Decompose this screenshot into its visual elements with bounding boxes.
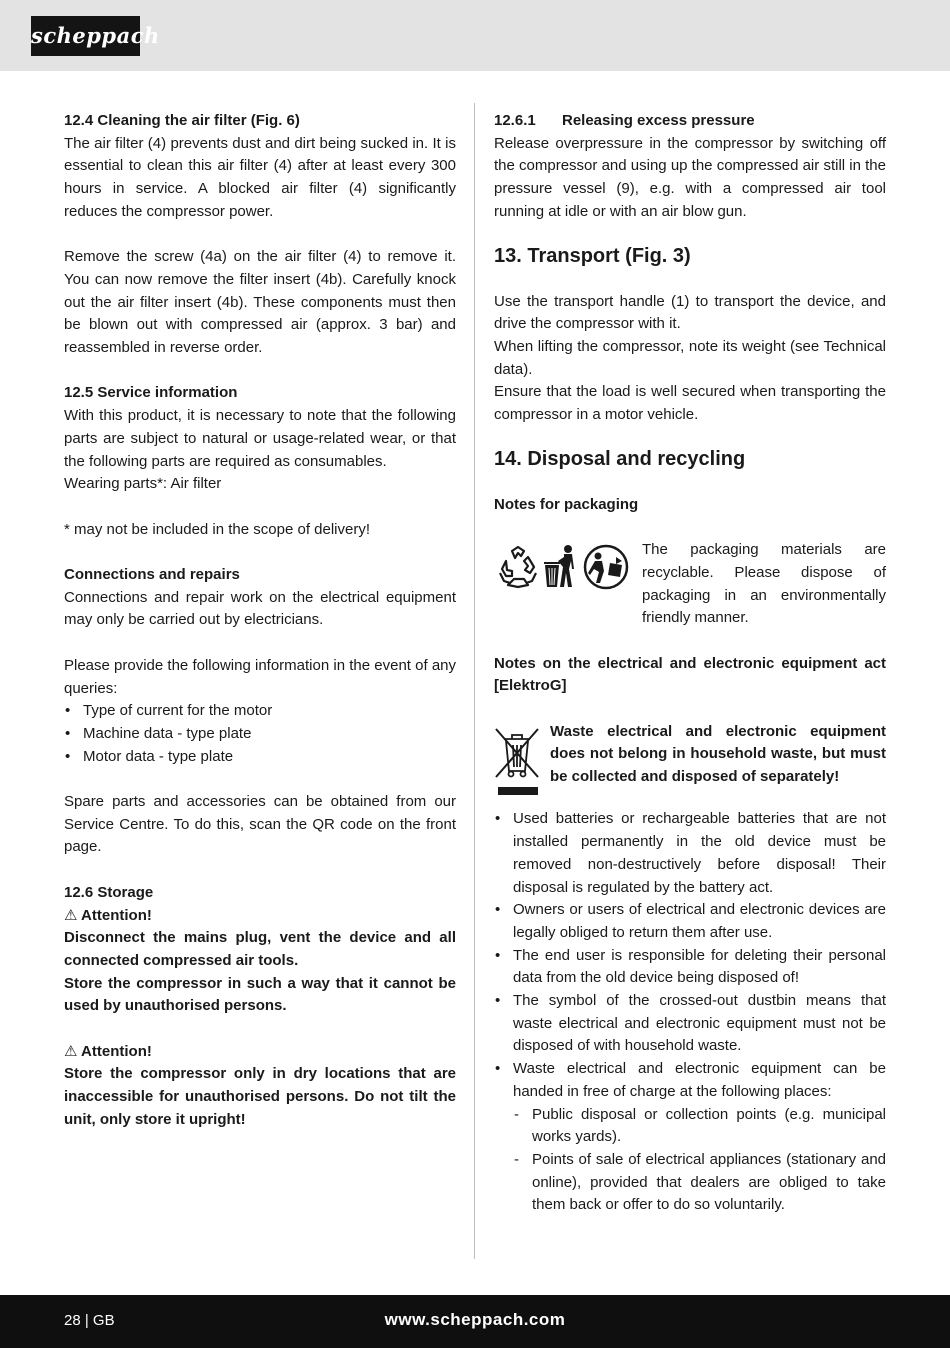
list-item: • The end user is responsible for deleting their personal data from the old device being disposed of! bbox=[494, 945, 886, 990]
right-column bbox=[494, 110, 886, 1217]
list-item: • Type of current for the motor bbox=[64, 700, 456, 723]
storage-warning-1: Disconnect the mains plug, vent the device and all connected compressed air tools. bbox=[64, 929, 456, 969]
recycle-icon bbox=[494, 543, 542, 591]
list-item: • The symbol of the crossed-out dustbin means that waste electrical and electronic equipment must not be disposed of with household waste. bbox=[494, 990, 886, 1058]
section-12-6-title: 12.6 Storage bbox=[64, 883, 154, 901]
tidyman-icon bbox=[542, 543, 582, 591]
list-item: • Owners or users of electrical and electronic devices are legally obliged to return them after use. bbox=[494, 899, 886, 944]
list-item: • Waste electrical and electronic equipment can be handed in free of charge at the following places: bbox=[494, 1058, 886, 1103]
page-header bbox=[0, 0, 950, 71]
spare-parts-paragraph: Spare parts and accessories can be obtained from our Service Centre. To do this, scan the QR code on the front page. bbox=[64, 793, 456, 856]
weee-warning: Waste electrical and electronic equipment does not belong in household waste, but must be collected and disposed of separately! bbox=[550, 722, 886, 786]
queries-list bbox=[64, 700, 456, 768]
list-item: - Public disposal or collection points (e.g. municipal works yards). bbox=[513, 1104, 886, 1149]
section-12-6-1-paragraph: Release overpressure in the compressor by switching off the compressor and using up the compressed air still in the pressure vessel (9), e.g. with a compressed air tool running at idle or with an air blow gun. bbox=[494, 134, 886, 220]
section-12-5-title: 12.5 Service information bbox=[64, 384, 238, 402]
wearing-parts: Wearing parts*: Air filter bbox=[64, 475, 222, 493]
section-title-text: Releasing excess pressure bbox=[562, 112, 755, 129]
crossed-out-bin-icon bbox=[494, 725, 540, 801]
elektrog-title: Notes on the electrical and electronic equipment act [ElektroG] bbox=[494, 654, 886, 695]
transport-paragraph-1: Use the transport handle (1) to transport the device, and drive the compressor with it. bbox=[494, 292, 886, 333]
packaging-paragraph: The packaging materials are recyclable. Please dispose of packaging in an environmentally friendly manner. bbox=[642, 541, 886, 627]
transport-paragraph-2: When lifting the compressor, note its weight (see Technical data). bbox=[494, 337, 886, 378]
page-footer bbox=[0, 1295, 950, 1348]
storage-warning-2: Store the compressor in such a way that it cannot be used by unauthorised persons. bbox=[64, 974, 456, 1015]
weee-notice bbox=[494, 721, 886, 809]
section-12-5-paragraph: With this product, it is necessary to note that the following parts are subject to natural or usage-related wear, or that the following parts are required as consumables. bbox=[64, 407, 456, 470]
connections-paragraph: Connections and repair work on the electrical equipment may only be carried out by electricians. bbox=[64, 588, 456, 629]
website-url: www.scheppach.com bbox=[384, 1310, 566, 1329]
green-dot-icon bbox=[582, 543, 630, 591]
attention-label: ⚠ Attention! bbox=[64, 1042, 152, 1060]
heading-transport: 13. Transport (Fig. 3) bbox=[494, 244, 691, 267]
list-item: • Used batteries or rechargeable batteries that are not installed permanently in the old device must be removed non-destructively before disposal! Their disposal is regulated by the battery act. bbox=[494, 808, 886, 899]
disposal-list bbox=[494, 808, 886, 1103]
connections-title: Connections and repairs bbox=[64, 566, 240, 583]
page-number: 28 | GB bbox=[64, 1312, 115, 1329]
list-item: • Machine data - type plate bbox=[64, 723, 456, 746]
transport-paragraph-3: Ensure that the load is well secured when transporting the compressor in a motor vehicle. bbox=[494, 383, 886, 424]
section-number: 12.6.1 bbox=[494, 112, 536, 129]
scheppach-logo: scheppach bbox=[31, 16, 140, 56]
left-column bbox=[64, 110, 456, 1132]
delivery-note: * may not be included in the scope of delivery! bbox=[64, 520, 371, 538]
collection-places-list bbox=[494, 1104, 886, 1218]
storage-warning-3: Store the compressor only in dry locations that are inaccessible for unauthorised persons. Do not tilt the unit, only store it upright! bbox=[64, 1065, 456, 1128]
list-item: - Points of sale of electrical appliances (stationary and online), provided that dealers are obliged to take them back or offer to do so voluntarily. bbox=[513, 1149, 886, 1217]
section-12-4-paragraph-1: The air filter (4) prevents dust and dirt being sucked in. It is essential to clean this air filter (4) after at least every 300 hours in service. A blocked air filter (4) significantly reduces the compressor power. bbox=[64, 134, 456, 220]
packaging-icons bbox=[494, 539, 642, 595]
section-12-6-1-title bbox=[494, 110, 886, 133]
section-12-4-paragraph-2: Remove the screw (4a) on the air filter (4) to remove it. You can now remove the filter insert (4b). Carefully knock out the air filter insert (4b). These components must then be blown out with compressed air (approx. 3 bar) and reassembled in reverse order. bbox=[64, 248, 456, 357]
column-divider bbox=[474, 103, 475, 1259]
list-item: • Motor data - type plate bbox=[64, 746, 456, 769]
attention-label: ⚠ Attention! bbox=[64, 906, 152, 924]
heading-disposal: 14. Disposal and recycling bbox=[494, 447, 746, 470]
queries-intro: Please provide the following information in the event of any queries: bbox=[64, 656, 456, 697]
weee-icon-block bbox=[494, 721, 550, 809]
packaging-notice bbox=[494, 539, 886, 630]
section-12-4-title: 12.4 Cleaning the air filter (Fig. 6) bbox=[64, 112, 300, 129]
packaging-title: Notes for packaging bbox=[494, 495, 639, 513]
